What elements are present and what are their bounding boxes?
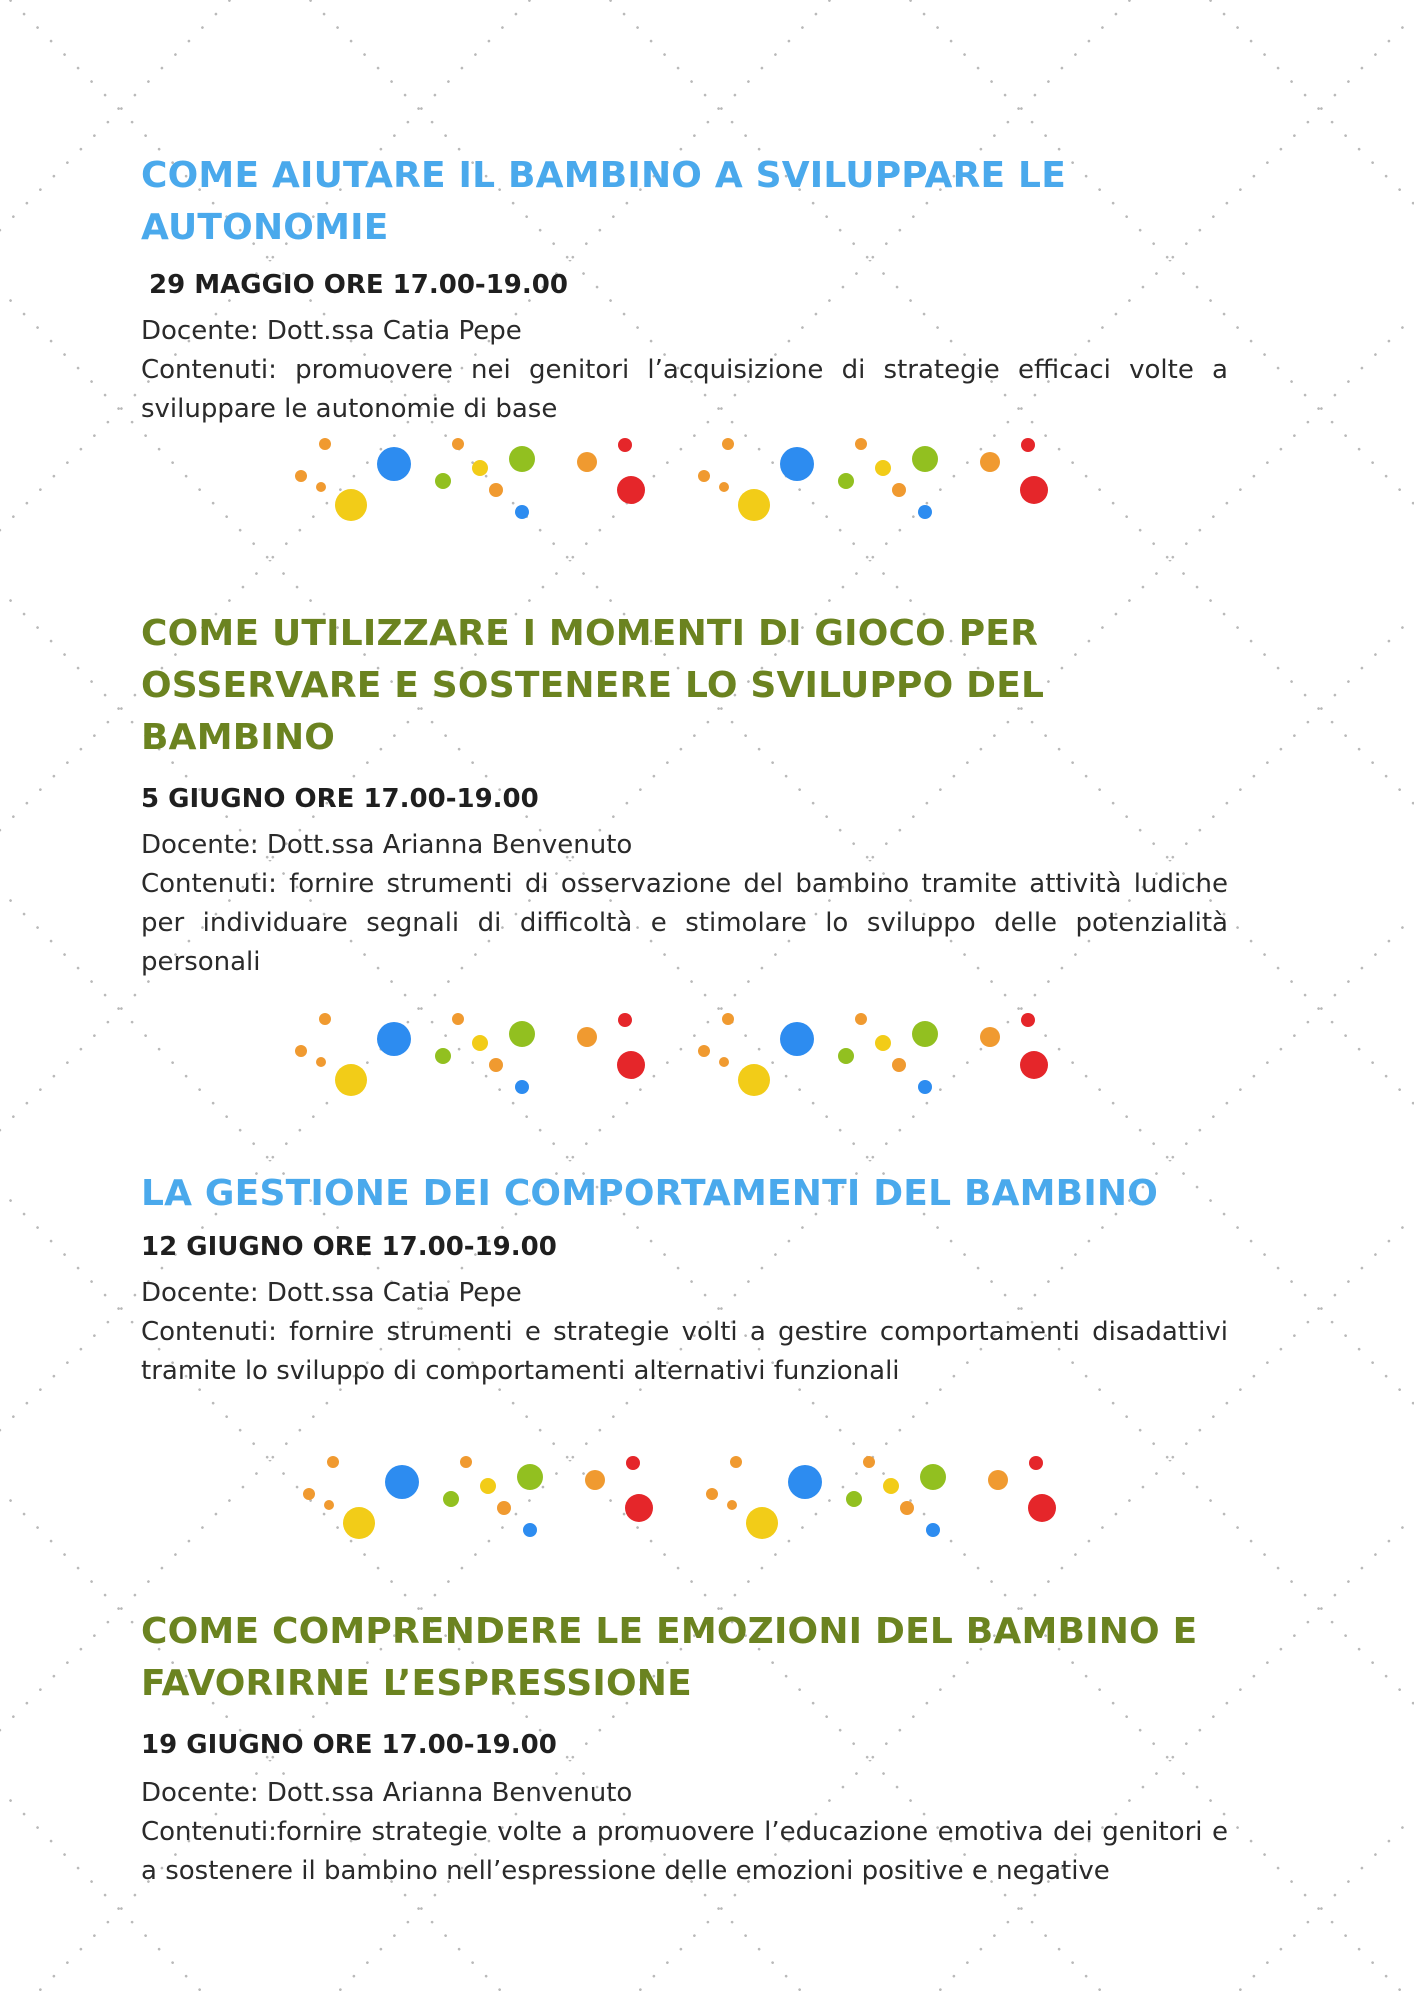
event-content: Contenuti:fornire strategie volte a promuovere l’educazione emotiva dei genitori e a sostenere il bambino nell’espressione delle emozioni positive e negative: [141, 1817, 1228, 1886]
confetti-dot: [515, 1080, 529, 1094]
confetti-dot: [377, 447, 411, 481]
confetti-dot: [303, 1488, 315, 1500]
confetti-dot: [443, 1491, 459, 1507]
confetti-dot: [980, 1027, 1000, 1047]
confetti-dot: [838, 1048, 854, 1064]
confetti-dot: [472, 460, 488, 476]
confetti-dot: [780, 447, 814, 481]
confetti-dot: [706, 1488, 718, 1500]
decorative-dots-row-3: [8, 1448, 1414, 1558]
confetti-dot: [435, 1048, 451, 1064]
confetti-dot: [980, 452, 1000, 472]
confetti-dot: [585, 1470, 605, 1490]
confetti-dot: [855, 1013, 867, 1025]
confetti-dot: [918, 505, 932, 519]
confetti-dot: [625, 1494, 653, 1522]
event-section-2: [141, 608, 1228, 982]
confetti-dot: [618, 438, 632, 452]
confetti-dot: [497, 1501, 511, 1515]
confetti-dot: [509, 1021, 535, 1047]
confetti-dot: [920, 1464, 946, 1490]
event-teacher: Docente: Dott.ssa Arianna Benvenuto: [141, 830, 633, 860]
event-date: 19 GIUGNO ORE 17.00-19.00: [141, 1730, 557, 1760]
confetti-dot: [472, 1035, 488, 1051]
event-section-4: [141, 1606, 1228, 1891]
confetti-dot: [489, 1058, 503, 1072]
confetti-dot: [523, 1523, 537, 1537]
confetti-dot: [385, 1465, 419, 1499]
event-content: Contenuti: promuovere nei genitori l’acquisizione di strategie efficaci volte a sviluppare le autonomie di base: [141, 355, 1228, 424]
event-date: 29 MAGGIO ORE 17.00-19.00: [149, 270, 568, 300]
confetti-dot: [1028, 1494, 1056, 1522]
confetti-dot: [517, 1464, 543, 1490]
confetti-dot: [892, 483, 906, 497]
confetti-dot: [460, 1456, 472, 1468]
confetti-dot: [912, 446, 938, 472]
confetti-dot: [875, 460, 891, 476]
confetti-dots: [0, 1005, 1414, 1115]
confetti-dot: [480, 1478, 496, 1494]
confetti-dot: [335, 489, 367, 521]
confetti-dot: [746, 1507, 778, 1539]
confetti-dot: [343, 1507, 375, 1539]
confetti-dot: [838, 473, 854, 489]
event-content: Contenuti: fornire strumenti e strategie volti a gestire comportamenti disadattivi tramite lo sviluppo di comportamenti alternativi funzionali: [141, 1317, 1228, 1386]
confetti-dot: [719, 482, 729, 492]
confetti-dot: [509, 446, 535, 472]
confetti-dot: [452, 438, 464, 450]
confetti-dot: [335, 1064, 367, 1096]
confetti-dots: [0, 430, 1414, 540]
confetti-dot: [324, 1500, 334, 1510]
event-teacher: Docente: Dott.ssa Catia Pepe: [141, 316, 522, 346]
confetti-dot: [1029, 1456, 1043, 1470]
confetti-dot: [788, 1465, 822, 1499]
confetti-dot: [377, 1022, 411, 1056]
confetti-dot: [900, 1501, 914, 1515]
confetti-dot: [846, 1491, 862, 1507]
event-section-1: [141, 150, 1228, 429]
confetti-dot: [515, 505, 529, 519]
confetti-dot: [863, 1456, 875, 1468]
confetti-dot: [855, 438, 867, 450]
section-title: COME AIUTARE IL BAMBINO A SVILUPPARE LE AUTONOMIE: [141, 155, 1066, 248]
decorative-dots-row-2: [0, 1005, 1414, 1115]
confetti-dot: [738, 1064, 770, 1096]
confetti-dot: [727, 1500, 737, 1510]
confetti-dot: [577, 1027, 597, 1047]
confetti-dot: [988, 1470, 1008, 1490]
confetti-dot: [316, 482, 326, 492]
confetti-dot: [327, 1456, 339, 1468]
confetti-dot: [319, 1013, 331, 1025]
confetti-dot: [435, 473, 451, 489]
section-title: COME COMPRENDERE LE EMOZIONI DEL BAMBINO E FAVORIRNE L’ESPRESSIONE: [141, 1611, 1198, 1704]
confetti-dot: [698, 470, 710, 482]
event-date: 5 GIUGNO ORE 17.00-19.00: [141, 784, 539, 814]
confetti-dot: [1020, 1051, 1048, 1079]
confetti-dot: [626, 1456, 640, 1470]
confetti-dot: [577, 452, 597, 472]
confetti-dot: [722, 438, 734, 450]
section-title: COME UTILIZZARE I MOMENTI DI GIOCO PER OSSERVARE E SOSTENERE LO SVILUPPO DEL BAMBINO: [141, 613, 1045, 758]
confetti-dot: [295, 1045, 307, 1057]
confetti-dot: [698, 1045, 710, 1057]
confetti-dot: [1021, 1013, 1035, 1027]
event-date: 12 GIUGNO ORE 17.00-19.00: [141, 1232, 557, 1262]
event-content: Contenuti: fornire strumenti di osservazione del bambino tramite attività ludiche per individuare segnali di difficoltà e stimolare lo sviluppo delle potenzialità personali: [141, 869, 1228, 977]
confetti-dot: [722, 1013, 734, 1025]
event-section-3: [141, 1168, 1228, 1391]
event-teacher: Docente: Dott.ssa Arianna Benvenuto: [141, 1778, 633, 1808]
event-teacher: Docente: Dott.ssa Catia Pepe: [141, 1278, 522, 1308]
confetti-dot: [295, 470, 307, 482]
confetti-dot: [489, 483, 503, 497]
confetti-dot: [617, 1051, 645, 1079]
confetti-dot: [730, 1456, 742, 1468]
confetti-dot: [319, 438, 331, 450]
decorative-dots-row-1: [0, 430, 1414, 540]
confetti-dot: [719, 1057, 729, 1067]
confetti-dot: [316, 1057, 326, 1067]
confetti-dot: [875, 1035, 891, 1051]
confetti-dot: [780, 1022, 814, 1056]
confetti-dot: [452, 1013, 464, 1025]
confetti-dot: [1020, 476, 1048, 504]
section-title: LA GESTIONE DEI COMPORTAMENTI DEL BAMBINO: [141, 1173, 1159, 1214]
confetti-dot: [883, 1478, 899, 1494]
confetti-dot: [892, 1058, 906, 1072]
confetti-dot: [912, 1021, 938, 1047]
confetti-dot: [617, 476, 645, 504]
confetti-dot: [738, 489, 770, 521]
confetti-dot: [1021, 438, 1035, 452]
confetti-dot: [618, 1013, 632, 1027]
confetti-dot: [926, 1523, 940, 1537]
confetti-dots: [8, 1448, 1414, 1558]
confetti-dot: [918, 1080, 932, 1094]
